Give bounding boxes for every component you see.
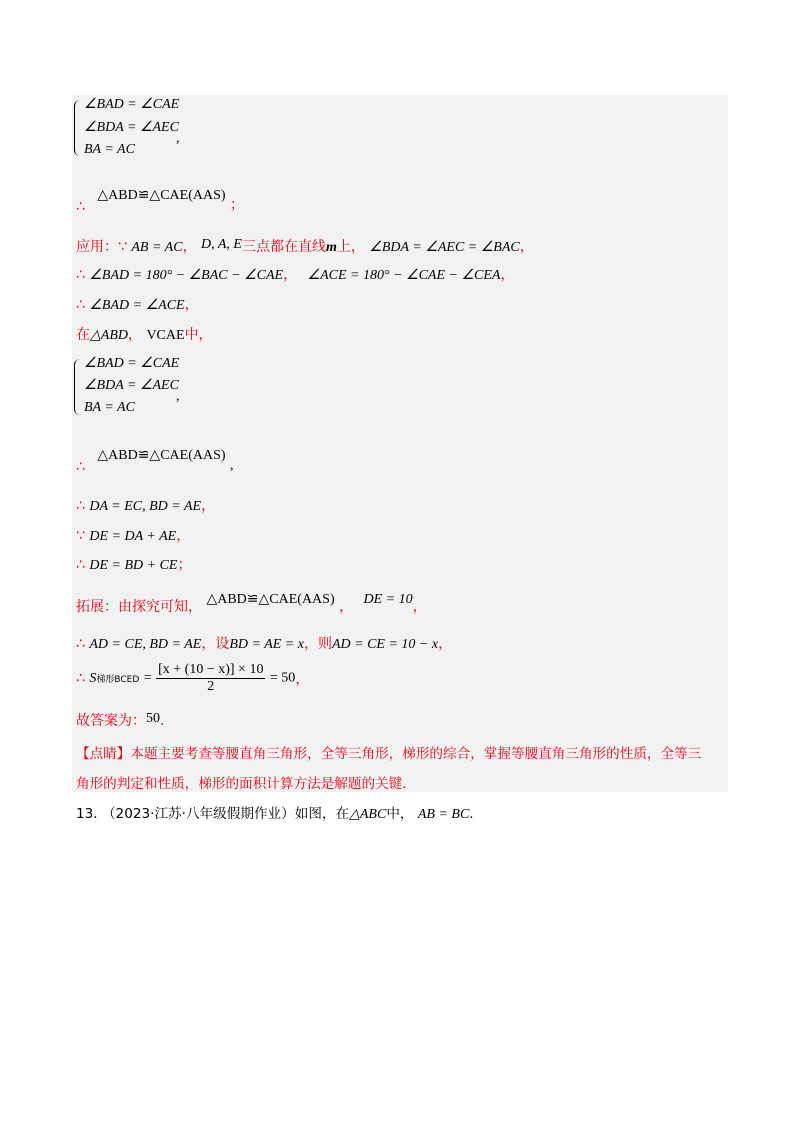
points-expr: D, A, E	[201, 237, 242, 252]
conclusion-line	[76, 186, 244, 215]
fraction	[156, 662, 265, 695]
area-symbol	[89, 671, 139, 686]
text: ，则	[303, 636, 332, 652]
system-brace	[74, 100, 83, 156]
application-line	[76, 238, 534, 257]
math-expr: AD = CE = 10 − x	[331, 637, 439, 652]
math-expr: ∠BDA = ∠AEC = ∠BAC	[369, 240, 520, 255]
triangle-expr: △ABD	[90, 328, 128, 343]
comma: ，	[176, 528, 191, 544]
problem-13	[76, 805, 474, 824]
period: .	[469, 806, 474, 822]
therefore-symbol: ∴	[76, 459, 85, 475]
comment-line-2: 角形的判定和性质，梯形的面积计算方法是解题的关键.	[76, 776, 407, 792]
comment-text: 本题主要考查等腰直角三角形，全等三角形，梯形的综合，掌握等腰直角三角形的性质，全等三	[130, 746, 702, 762]
therefore-symbol: ∴	[76, 498, 85, 514]
triangle-expr: △ABC	[349, 807, 387, 822]
therefore-symbol: ∴	[76, 267, 85, 283]
math-expr: BD = AE = x	[229, 637, 304, 652]
system-line: ∠BAD = ∠CAE	[84, 97, 180, 112]
comma: ，	[519, 239, 534, 255]
system-line: ∠BDA = ∠AEC	[84, 378, 179, 393]
equality-line	[76, 497, 215, 516]
problem-number: 13.	[76, 806, 98, 822]
comma: ，	[184, 297, 199, 313]
congruence-expr: △ABD≌△CAE(AAS)	[206, 592, 335, 607]
period: .	[160, 713, 165, 729]
answer-label: 故答案为：	[76, 713, 146, 729]
math-expr: ∠ACE = 180° − ∠CAE − ∠CEA	[307, 268, 501, 283]
equality-line	[76, 527, 190, 546]
equals-sign: =	[143, 670, 152, 686]
system-line: BA = AC	[84, 400, 135, 415]
equality-line	[76, 556, 191, 575]
numerator: [x + (10 − x)] × 10	[158, 662, 264, 677]
math-expr: DE = DA + AE	[89, 529, 177, 544]
comma: ，	[201, 498, 216, 514]
math-expr: AB = BC	[417, 807, 470, 822]
because-symbol: ∵	[118, 239, 127, 255]
therefore-symbol: ∴	[76, 557, 85, 573]
therefore-symbol: ∴	[76, 297, 85, 313]
line-m: m	[325, 240, 337, 255]
math-expr: AD = CE, BD = AE	[89, 637, 202, 652]
math-expr: ∠BAD = 180° − ∠BAC − ∠CAE	[89, 268, 284, 283]
comma: ，	[412, 599, 427, 615]
text: 中，	[386, 806, 414, 822]
punctuation: ；	[229, 197, 244, 213]
comment-line-1	[76, 745, 701, 763]
text: 三点都在直线	[241, 239, 326, 255]
system-line: ∠BAD = ∠CAE	[84, 356, 180, 371]
system-comma: ,	[176, 131, 180, 146]
angle-eq-line	[76, 296, 199, 315]
math-expr: ∠BAD = ∠ACE	[89, 298, 185, 313]
comma: ，	[295, 671, 310, 688]
comma: ，	[127, 327, 142, 343]
therefore-symbol: ∴	[76, 636, 85, 652]
comma: ，	[339, 599, 354, 615]
system-brace	[74, 359, 83, 415]
congruence-expr: △ABD≌△CAE(AAS)	[97, 448, 226, 463]
problem-source: （2023·江苏·八年级假期作业）如图，在	[101, 806, 350, 822]
s-letter: S	[89, 670, 97, 686]
conclusion-line	[76, 446, 234, 475]
angle-line	[76, 266, 514, 285]
math-expr: DE = 10	[363, 592, 413, 607]
system-line: ∠BDA = ∠AEC	[84, 120, 179, 135]
subscript: 梯形BCED	[96, 674, 140, 685]
denominator: 2	[207, 679, 215, 694]
result: = 50	[269, 670, 296, 686]
system-comma: ,	[176, 389, 180, 404]
comma: ，	[500, 267, 515, 283]
therefore-symbol: ∴	[76, 670, 85, 687]
comma: ,	[229, 458, 234, 473]
therefore-symbol: ∴	[76, 199, 85, 215]
text: ，设	[201, 636, 230, 652]
answer-line	[76, 712, 164, 731]
punctuation: ；	[177, 557, 192, 573]
extension-label: 拓展：由探究可知，	[76, 599, 202, 615]
text: 在	[76, 327, 90, 343]
because-symbol: ∵	[76, 528, 85, 544]
comma: ，	[283, 267, 298, 283]
in-triangles-line	[76, 326, 213, 345]
math-expr: AB = AC	[131, 240, 183, 255]
comment-bracket: 【点睛】	[76, 746, 131, 762]
setting-line	[76, 635, 452, 654]
system-line: BA = AC	[84, 142, 135, 157]
application-label: 应用：	[76, 239, 118, 255]
math-expr: DE = BD + CE	[89, 558, 178, 573]
answer-value: 50	[146, 711, 160, 726]
text: 上，	[336, 239, 365, 255]
math-expr: DA = EC, BD = AE	[89, 499, 202, 514]
triangle-expr: VCAE	[146, 328, 185, 343]
congruence-expr: △ABD≌△CAE(AAS)	[97, 188, 226, 203]
area-formula-line	[76, 662, 309, 695]
extension-line	[76, 590, 427, 615]
comma: ，	[438, 636, 453, 652]
text: 中，	[184, 327, 213, 343]
comma: ，	[182, 239, 197, 255]
